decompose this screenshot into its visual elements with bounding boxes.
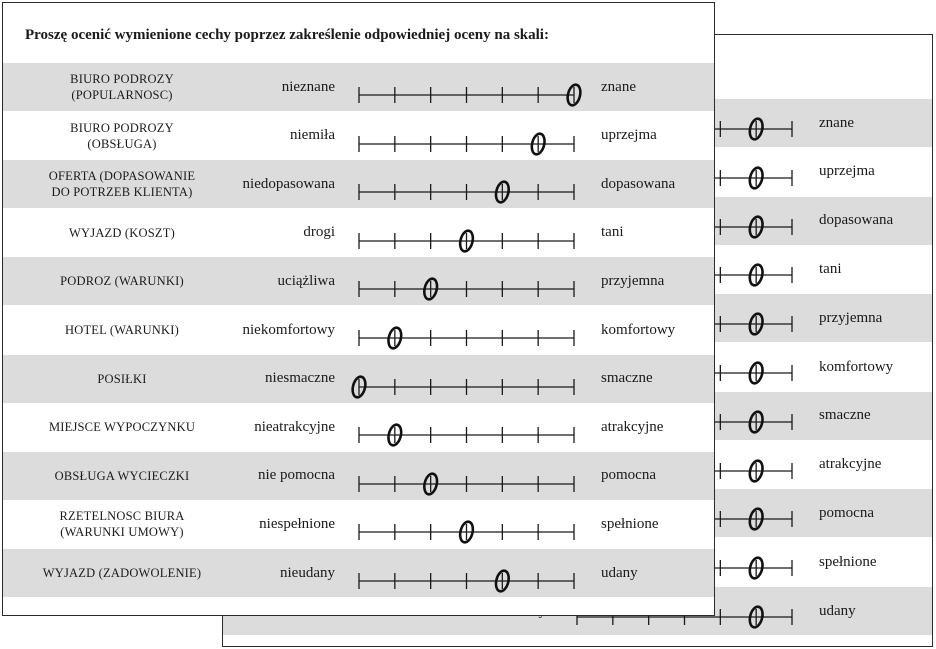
back-scale-right-label: tani (819, 260, 842, 277)
scale-right-label: komfortowy (601, 321, 676, 338)
scale-right-label: smaczne (601, 370, 653, 387)
rating-row (3, 355, 715, 403)
scale-right-label: tani (601, 224, 624, 241)
trait-label: MIEJSCE WYPOCZYNKU (48, 420, 196, 435)
scale-right-label: znane (601, 78, 636, 95)
scale-right-label: przyjemna (601, 272, 665, 289)
scale-right-label: uprzejma (601, 127, 657, 144)
rating-row (3, 403, 715, 451)
questionnaire-heading: Proszę ocenić wymienione cechy poprzez zakreślenie odpowiedniej oceny na skali: (25, 27, 549, 43)
back-scale-right-label: przyjemna (819, 309, 883, 326)
scale-left-label: nie pomocna (257, 467, 335, 484)
scale-right-label: dopasowana (601, 175, 676, 192)
trait-label: WYJAZD (ZADOWOLENIE) (42, 566, 202, 580)
scale-left-label: niespełnione (259, 515, 335, 532)
scale-left-label: niekomfortowy (242, 321, 335, 338)
rating-row (3, 160, 715, 208)
trait-label: WYJAZD (KOSZT) (69, 225, 175, 240)
back-scale-right-label: udany (819, 602, 856, 619)
trait-label: POSIŁKI (97, 371, 147, 386)
scale-left-label: nieznane (281, 78, 335, 95)
trait-label: HOTEL (WARUNKI) (65, 323, 179, 337)
back-scale-right-label: dopasowana (819, 212, 894, 229)
trait-label: BIURO PODROZY (POPULARNOSC) (70, 72, 174, 102)
scale-right-label: pomocna (601, 467, 656, 484)
scale-left-label: nieatrakcyjne (254, 418, 335, 435)
front-questionnaire-sheet (2, 2, 715, 616)
rating-row (3, 112, 715, 160)
rating-row (3, 549, 715, 597)
rating-row (3, 306, 715, 354)
back-scale-right-label: atrakcyjne (819, 456, 882, 473)
trait-label: OBSŁUGA WYCIECZKI (54, 468, 190, 483)
scale-right-label: atrakcyjne (601, 418, 664, 435)
rating-row (3, 209, 715, 257)
rating-row (3, 500, 715, 548)
scale-left-label: drogi (303, 224, 335, 241)
scale-right-label: udany (601, 564, 638, 581)
trait-label: BIURO PODROZY (OBSŁUGA) (70, 120, 174, 151)
back-scale-right-label: pomocna (819, 504, 874, 521)
scale-left-label: niemiła (290, 127, 335, 144)
back-scale-right-label: komfortowy (819, 358, 894, 375)
rating-row (3, 452, 715, 500)
back-scale-right-label: znane (819, 114, 854, 131)
back-scale-right-label: smaczne (819, 407, 871, 424)
trait-label: PODROZ (WARUNKI) (60, 274, 184, 289)
scale-right-label: spełnione (601, 515, 659, 532)
scale-left-label: uciążliwa (277, 272, 335, 289)
back-scale-right-label: uprzejma (819, 163, 875, 180)
trait-label: OFERTA (DOPASOWANIE DO POTRZEB KLIENTA) (48, 169, 196, 200)
scale-left-label: niedopasowana (242, 175, 335, 192)
rating-row (3, 63, 715, 111)
back-scale-right-label: spełnione (819, 553, 877, 570)
scale-left-label: niesmaczne (265, 370, 335, 387)
rating-row (3, 257, 715, 305)
trait-label: RZETELNOSC BIURA (WARUNKI UMOWY) (59, 509, 185, 540)
scale-left-label: nieudany (280, 564, 335, 581)
